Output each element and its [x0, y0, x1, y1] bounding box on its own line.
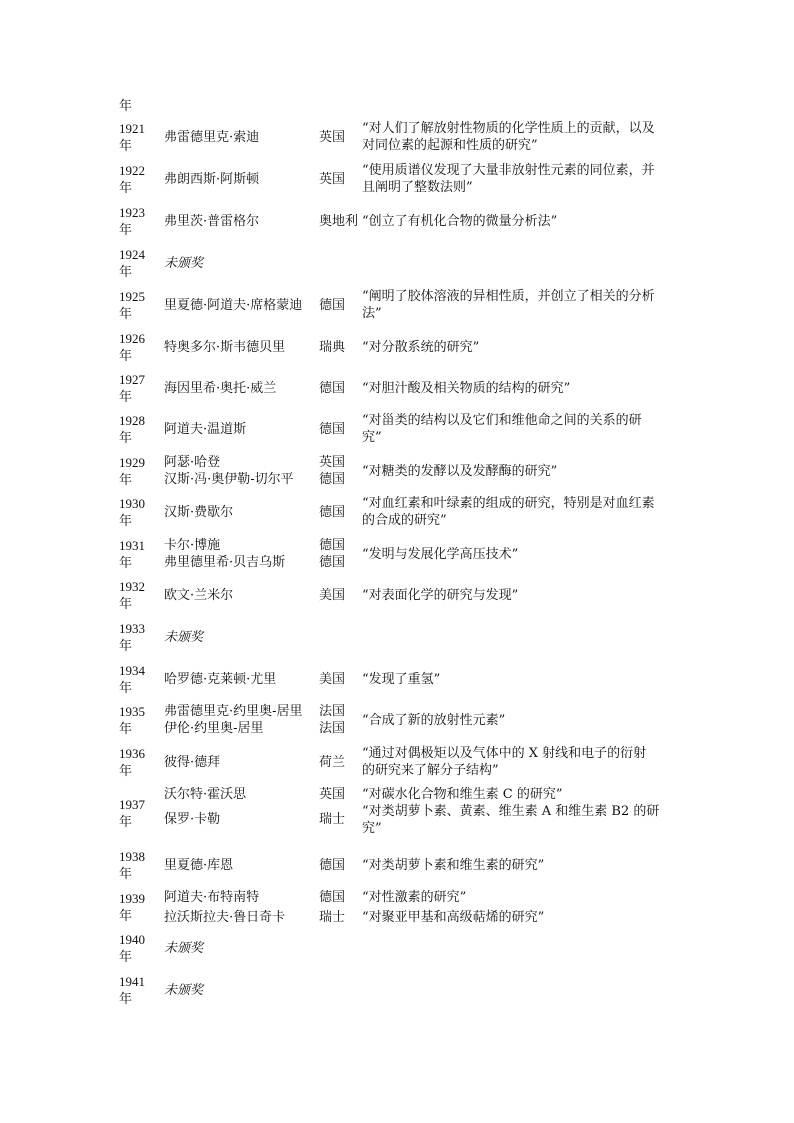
laureate-country: 瑞士	[319, 812, 346, 827]
prize-reason	[362, 712, 682, 729]
reason-line: “对表面化学的研究与发现”	[362, 588, 519, 603]
laureate-country: 德国	[319, 298, 346, 313]
laureate-countries	[319, 380, 361, 397]
reason-line: 且阐明了整数法则”	[362, 180, 473, 195]
laureate-names	[164, 339, 316, 356]
year-number: 1931	[119, 538, 145, 553]
reason-line: “对甾类的结构以及它们和维他命之间的关系的研	[362, 413, 642, 428]
laureate-country: 美国	[319, 672, 346, 687]
year-cell	[119, 330, 159, 364]
reason-line: “使用质谱仪发现了大量非放射性元素的同位素，并	[362, 163, 655, 178]
laureate-name: 里夏德·阿道夫·席格蒙迪	[164, 298, 303, 313]
year-number: 1932	[119, 579, 145, 594]
not-awarded-note: 未颁奖	[164, 941, 204, 956]
year-cell	[119, 412, 159, 446]
year-cell	[119, 931, 159, 965]
year-cell	[119, 620, 159, 654]
laureate-names	[164, 129, 316, 146]
prize-reason	[362, 786, 682, 837]
laureate-name: 阿道夫·布特南特	[164, 890, 260, 905]
year-cell	[119, 745, 159, 779]
reason-line: 究”	[362, 430, 382, 445]
year-suffix: 年	[119, 638, 133, 653]
laureate-countries	[319, 537, 361, 571]
year-cell	[119, 848, 159, 882]
laureate-name: 欧文·兰米尔	[164, 588, 234, 603]
year-cell	[119, 703, 159, 737]
reason-line: 究”	[362, 821, 382, 836]
year-suffix: 年	[119, 513, 133, 528]
reason-line: “创立了有机化合物的微量分析法”	[362, 214, 558, 229]
prize-reason	[362, 889, 682, 926]
reason-line: “对血红素和叶绿素的组成的研究，特别是对血红素	[362, 496, 655, 511]
reason-line: “对聚亚甲基和高级萜烯的研究”	[362, 910, 545, 925]
year-number: 1934	[119, 663, 145, 678]
year-number: 1921	[119, 121, 145, 136]
laureate-name: 弗雷德里克·索迪	[164, 130, 260, 145]
year-cell	[119, 246, 159, 280]
year-number: 1936	[119, 746, 145, 761]
year-suffix: 年	[119, 555, 133, 570]
year-cell	[119, 288, 159, 322]
not-awarded-note: 未颁奖	[164, 630, 204, 645]
reason-line: “发明与发展化学高压技术”	[362, 547, 519, 562]
laureate-name: 弗里茨·普雷格尔	[164, 214, 260, 229]
year-suffix: 年	[119, 180, 133, 195]
laureate-names	[164, 587, 316, 604]
year-suffix: 年	[119, 866, 133, 881]
year-cell	[119, 973, 159, 1007]
laureate-names	[164, 786, 316, 828]
prize-reason	[362, 745, 682, 779]
laureate-name: 特奥多尔·斯韦德贝里	[164, 340, 286, 355]
year-number: 1925	[119, 289, 145, 304]
year-number: 1924	[119, 247, 145, 262]
laureate-names	[164, 421, 316, 438]
laureate-names	[164, 171, 316, 188]
year-number: 1923	[119, 205, 145, 220]
laureate-countries	[319, 786, 361, 828]
prize-reason	[362, 412, 682, 446]
year-suffix: 年	[119, 680, 133, 695]
year-number: 1939	[119, 891, 145, 906]
year-number: 1929	[119, 455, 145, 470]
laureate-names	[164, 703, 316, 737]
reason-line: “通过对偶极矩以及气体中的 X 射线和电子的衍射	[362, 746, 647, 761]
laureate-country: 英国	[319, 130, 346, 145]
laureate-country: 法国	[319, 721, 346, 736]
not-awarded-note: 未颁奖	[164, 983, 204, 998]
prize-reason	[362, 546, 682, 563]
laureate-countries	[319, 671, 361, 688]
prize-reason	[362, 120, 682, 154]
reason-line: 对同位素的起源和性质的研究”	[362, 138, 538, 153]
year-cell	[119, 454, 159, 488]
reason-line: “对类胡萝卜素和维生素的研究”	[362, 858, 545, 873]
prize-reason	[362, 587, 682, 604]
laureate-name: 阿道夫·温道斯	[164, 422, 247, 437]
reason-line: “对类胡萝卜素、黄素、维生素 A 和维生素 B2 的研	[362, 804, 660, 819]
laureate-countries	[319, 171, 361, 188]
year-number: 1938	[119, 849, 145, 864]
reason-line: “对碳水化合物和维生素 C 的研究”	[362, 787, 563, 802]
year-number: 1927	[119, 372, 145, 387]
laureate-country: 德国	[319, 381, 346, 396]
year-number: 1937	[119, 797, 145, 812]
laureate-country: 荷兰	[319, 755, 346, 770]
laureate-names	[164, 537, 316, 571]
year-cell	[119, 162, 159, 196]
laureate-name: 阿瑟·哈登	[164, 455, 221, 470]
laureate-name: 海因里希·奥托·威兰	[164, 381, 277, 396]
laureate-countries	[319, 703, 361, 737]
year-number: 1928	[119, 413, 145, 428]
year-suffix: 年	[119, 908, 133, 923]
laureate-country: 英国	[319, 787, 346, 802]
reason-line: “阐明了胶体溶液的异相性质，并创立了相关的分析	[362, 289, 655, 304]
year-cell	[119, 662, 159, 696]
laureate-name: 弗朗西斯·阿斯顿	[164, 172, 260, 187]
laureate-country: 德国	[319, 890, 346, 905]
laureate-name: 保罗·卡勒	[164, 812, 221, 827]
laureate-countries	[319, 587, 361, 604]
laureate-name: 彼得·德拜	[164, 755, 221, 770]
reason-line: 的研究来了解分子结构”	[362, 763, 499, 778]
laureate-names	[164, 213, 316, 230]
year-cell	[119, 578, 159, 612]
laureate-country: 奥地利	[319, 214, 359, 229]
prize-reason	[362, 380, 682, 397]
year-suffix: 年	[119, 596, 133, 611]
year-suffix: 年	[119, 721, 133, 736]
laureate-name: 沃尔特·霍沃思	[164, 787, 247, 802]
laureate-country: 德国	[319, 555, 346, 570]
reason-line: “对分散系统的研究”	[362, 340, 480, 355]
not-awarded-note: 未颁奖	[164, 256, 204, 271]
year-number: 1926	[119, 331, 145, 346]
reason-line: “对胆汁酸及相关物质的结构的研究”	[362, 381, 571, 396]
laureate-name: 伊伦·约里奥-居里	[164, 721, 264, 736]
year-suffix: 年	[119, 306, 133, 321]
laureate-country: 瑞士	[319, 910, 346, 925]
laureate-countries	[319, 857, 361, 874]
laureate-country: 美国	[319, 588, 346, 603]
laureate-countries	[319, 889, 361, 926]
laureate-country: 德国	[319, 505, 346, 520]
laureate-name: 卡尔·博施	[164, 538, 221, 553]
reason-line: 法”	[362, 306, 382, 321]
year-suffix: 年	[119, 348, 133, 363]
laureate-name: 弗里德里希·贝吉乌斯	[164, 555, 286, 570]
year-cell	[119, 120, 159, 154]
reason-line: “合成了新的放射性元素”	[362, 713, 506, 728]
prize-reason	[362, 213, 682, 230]
laureate-names	[164, 454, 316, 488]
laureate-countries	[319, 421, 361, 438]
laureate-countries	[319, 454, 361, 488]
reason-line: 的合成的研究”	[362, 513, 447, 528]
reason-line: “对性激素的研究”	[362, 890, 467, 905]
laureate-names	[164, 297, 316, 314]
laureate-names	[164, 504, 316, 521]
laureate-country: 德国	[319, 472, 346, 487]
year-cell	[119, 796, 159, 830]
laureate-name: 拉沃斯拉夫·鲁日奇卡	[164, 910, 286, 925]
laureate-names	[164, 857, 316, 874]
prize-reason	[362, 671, 682, 688]
laureate-names	[164, 671, 316, 688]
year-number: 1940	[119, 932, 145, 947]
laureate-country: 德国	[319, 538, 346, 553]
prize-reason	[362, 495, 682, 529]
year-suffix: 年	[119, 949, 133, 964]
laureate-country: 英国	[319, 455, 346, 470]
laureate-name: 弗雷德里克·约里奥-居里	[164, 704, 303, 719]
prize-reason	[362, 857, 682, 874]
year-number: 1933	[119, 621, 145, 636]
laureate-country: 德国	[319, 422, 346, 437]
year-fragment: 年	[119, 98, 133, 113]
laureate-countries	[319, 754, 361, 771]
prize-reason	[362, 288, 682, 322]
year-number: 1930	[119, 496, 145, 511]
laureate-countries	[319, 504, 361, 521]
year-suffix: 年	[119, 138, 133, 153]
year-suffix: 年	[119, 814, 133, 829]
year-number: 1941	[119, 974, 145, 989]
prize-reason	[362, 463, 682, 480]
laureate-countries	[319, 339, 361, 356]
laureate-country: 瑞典	[319, 340, 346, 355]
year-suffix: 年	[119, 763, 133, 778]
year-suffix: 年	[119, 222, 133, 237]
year-cell	[119, 204, 159, 238]
laureate-names	[164, 889, 316, 926]
laureate-country: 法国	[319, 704, 346, 719]
year-cell	[119, 495, 159, 529]
prize-reason	[362, 162, 682, 196]
year-number: 1935	[119, 704, 145, 719]
year-suffix: 年	[119, 430, 133, 445]
prize-reason	[362, 339, 682, 356]
laureate-country: 德国	[319, 858, 346, 873]
year-cell	[119, 537, 159, 571]
reason-line: “对糖类的发酵以及发酵酶的研究”	[362, 464, 558, 479]
year-suffix: 年	[119, 472, 133, 487]
laureate-names	[164, 380, 316, 397]
year-suffix: 年	[119, 991, 133, 1006]
laureate-countries	[319, 213, 361, 230]
laureate-name: 汉斯·冯·奥伊勒-切尔平	[164, 472, 294, 487]
year-suffix: 年	[119, 389, 133, 404]
laureate-countries	[319, 129, 361, 146]
laureate-country: 英国	[319, 172, 346, 187]
laureate-name: 哈罗德·克莱顿·尤里	[164, 672, 277, 687]
year-cell	[119, 890, 159, 924]
laureate-name: 里夏德·库恩	[164, 858, 234, 873]
reason-line: “发现了重氢”	[362, 672, 441, 687]
laureate-name: 汉斯·费歇尔	[164, 505, 234, 520]
laureate-countries	[319, 297, 361, 314]
reason-line: “对人们了解放射性物质的化学性质上的贡献，以及	[362, 121, 655, 136]
year-cell	[119, 371, 159, 405]
year-suffix: 年	[119, 264, 133, 279]
year-number: 1922	[119, 163, 145, 178]
laureate-names	[164, 754, 316, 771]
